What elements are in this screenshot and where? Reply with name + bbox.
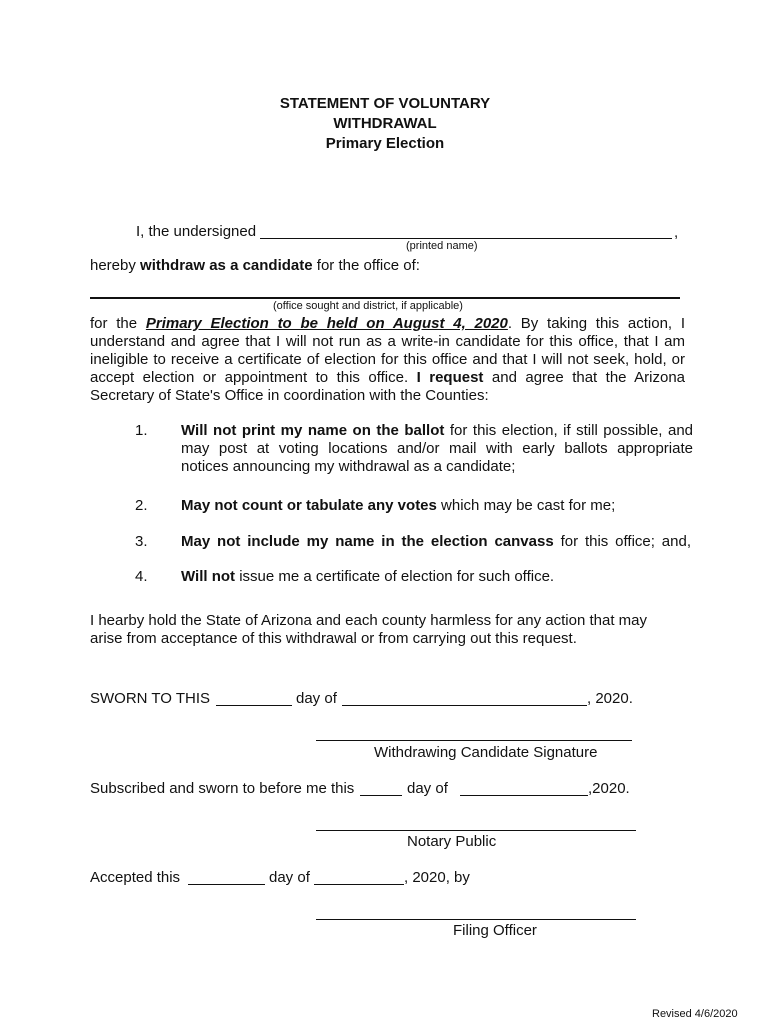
title-line-1: STATEMENT OF VOLUNTARY xyxy=(279,95,491,112)
title-line-3: Primary Election xyxy=(325,135,445,152)
item-4 xyxy=(181,568,554,585)
sworn-label: SWORN TO THIS xyxy=(90,690,211,707)
item-2 xyxy=(181,497,615,514)
item-1-rest: for this election, if still possible, and xyxy=(449,422,694,439)
paragraph-line-4-b: and agree that the Arizona xyxy=(491,369,686,386)
item-1 xyxy=(181,422,693,476)
withdrawal-paragraph xyxy=(90,315,685,405)
for-the-text: for the xyxy=(90,315,138,332)
item-4-rest: issue me a certificate of election for such office. xyxy=(239,568,555,585)
notary-caption: Notary Public xyxy=(407,833,497,850)
accepted-day-field[interactable] xyxy=(188,884,265,885)
item-1-bold: Will not print my name on the ballot xyxy=(181,422,445,439)
item-1-line-2: may post at voting locations and/or mail with early ballots appropriate xyxy=(181,440,693,457)
sworn-month-field[interactable] xyxy=(342,705,587,706)
item-3-rest: for this office; and, xyxy=(560,533,691,550)
accepted-label: Accepted this xyxy=(90,869,181,886)
subscribed-year: ,2020. xyxy=(588,780,630,797)
item-1-line-3: notices announcing my withdrawal as a candidate; xyxy=(181,458,516,475)
item-2-number: 2. xyxy=(135,497,148,514)
harmless-paragraph xyxy=(90,612,647,648)
notary-signature-field[interactable] xyxy=(316,830,636,831)
revised-date: Revised 4/6/2020 xyxy=(652,1008,738,1020)
harmless-line-1: I hearby hold the State of Arizona and each county harmless for any action that may xyxy=(90,612,647,629)
paragraph-line-1-rest: . By taking this action, I xyxy=(507,315,685,332)
i-request-bold: I request xyxy=(416,369,484,386)
item-1-number: 1. xyxy=(135,422,148,439)
sworn-year: , 2020. xyxy=(587,690,633,707)
office-field[interactable] xyxy=(90,297,680,299)
printed-name-caption: (printed name) xyxy=(406,240,478,252)
item-2-bold: May not count or tabulate any votes xyxy=(181,497,437,514)
subscribed-month-field[interactable] xyxy=(460,795,588,796)
paragraph-line-1 xyxy=(90,315,685,333)
paragraph-line-4 xyxy=(90,369,685,387)
undersigned-label: I, the undersigned xyxy=(136,223,257,240)
withdraw-bold-text: withdraw as a candidate xyxy=(140,257,313,274)
candidate-signature-caption: Withdrawing Candidate Signature xyxy=(374,744,598,761)
subscribed-label: Subscribed and sworn to before me this xyxy=(90,780,355,797)
office-caption: (office sought and district, if applicable) xyxy=(273,300,463,312)
harmless-line-2: arise from acceptance of this withdrawal or from carrying out this request. xyxy=(90,630,577,647)
sworn-day-of: day of xyxy=(296,690,337,707)
subscribed-day-field[interactable] xyxy=(360,795,402,796)
item-3-bold: May not include my name in the election canvass xyxy=(181,533,554,550)
paragraph-line-4-a: accept election or appointment to this office. xyxy=(90,369,409,386)
subscribed-day-of: day of xyxy=(407,780,448,797)
item-4-bold: Will not xyxy=(181,568,236,585)
item-4-number: 4. xyxy=(135,568,148,585)
candidate-signature-field[interactable] xyxy=(316,740,632,741)
filing-officer-caption: Filing Officer xyxy=(453,922,537,939)
election-date-text: Primary Election to be held on August 4, 2020 xyxy=(145,315,508,332)
office-of-text: for the office of: xyxy=(316,257,420,274)
accepted-month-field[interactable] xyxy=(314,884,404,885)
printed-name-field[interactable] xyxy=(260,238,672,239)
filing-officer-field[interactable] xyxy=(316,919,636,920)
item-3 xyxy=(181,533,691,550)
paragraph-line-5: Secretary of State's Office in coordination with the Counties: xyxy=(90,387,489,404)
accepted-day-of: day of xyxy=(269,869,310,886)
withdraw-line xyxy=(90,257,420,274)
accepted-year: , 2020, by xyxy=(404,869,470,886)
sworn-day-field[interactable] xyxy=(216,705,292,706)
title-line-2: WITHDRAWAL xyxy=(333,115,437,132)
undersigned-comma: , xyxy=(674,224,679,241)
paragraph-line-2: understand and agree that I will not run as a write-in candidate for this office, that I am xyxy=(90,333,685,350)
hereby-text: hereby xyxy=(90,257,136,274)
item-3-number: 3. xyxy=(135,533,148,550)
item-2-rest: which may be cast for me; xyxy=(441,497,616,514)
paragraph-line-3: ineligible to receive a certificate of election for this office and that I will not seek, hold, or xyxy=(90,351,685,368)
